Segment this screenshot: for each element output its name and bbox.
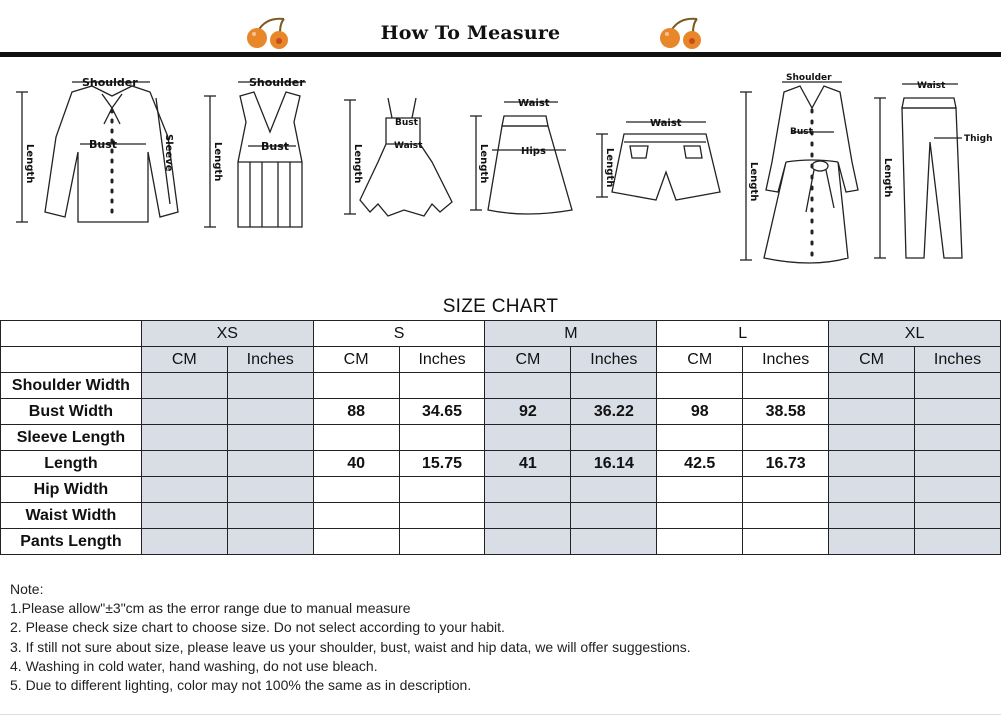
value-cell bbox=[399, 529, 485, 555]
header-rule bbox=[0, 52, 1001, 57]
garment-label: Shoulder bbox=[249, 76, 305, 89]
table-row bbox=[1, 503, 1001, 529]
value-cell: 98 bbox=[657, 399, 743, 425]
table-row bbox=[1, 399, 1001, 425]
value-cell bbox=[485, 373, 571, 399]
value-cell bbox=[485, 529, 571, 555]
garment-label: Sleeve bbox=[163, 134, 174, 172]
strap-dress-diagram bbox=[344, 98, 452, 216]
header bbox=[0, 0, 1001, 58]
garment-label: Thigh bbox=[964, 134, 993, 144]
value-cell bbox=[915, 529, 1001, 555]
value-cell: 40 bbox=[313, 451, 399, 477]
garment-label: Length bbox=[748, 162, 759, 202]
value-cell bbox=[571, 373, 657, 399]
value-cell bbox=[829, 477, 915, 503]
bottom-rule bbox=[0, 714, 1001, 715]
value-cell bbox=[829, 373, 915, 399]
value-cell: 92 bbox=[485, 399, 571, 425]
skirt-diagram bbox=[470, 98, 572, 214]
value-cell bbox=[399, 425, 485, 451]
garment-label: Length bbox=[478, 144, 489, 184]
table-row bbox=[1, 451, 1001, 477]
value-cell bbox=[829, 451, 915, 477]
garment-label: Shoulder bbox=[786, 73, 832, 83]
size-header-cell: XL bbox=[829, 321, 1001, 347]
garment-label: Waist bbox=[650, 118, 682, 129]
value-cell bbox=[485, 425, 571, 451]
garment-label: Bust bbox=[261, 140, 290, 153]
value-cell bbox=[141, 425, 227, 451]
cherry-icon-right bbox=[657, 15, 705, 51]
value-cell bbox=[227, 477, 313, 503]
value-cell bbox=[571, 529, 657, 555]
value-cell bbox=[313, 425, 399, 451]
value-cell bbox=[571, 425, 657, 451]
size-chart-table bbox=[0, 320, 1001, 555]
value-cell: 34.65 bbox=[399, 399, 485, 425]
value-cell bbox=[657, 373, 743, 399]
value-cell bbox=[313, 373, 399, 399]
value-cell bbox=[657, 425, 743, 451]
value-cell bbox=[141, 529, 227, 555]
size-header bbox=[1, 321, 1001, 373]
value-cell bbox=[915, 373, 1001, 399]
row-label: Pants Length bbox=[1, 529, 142, 555]
value-cell bbox=[743, 477, 829, 503]
garment-label: Shoulder bbox=[82, 76, 138, 89]
unit-header-cell: Inches bbox=[399, 347, 485, 373]
value-cell: 36.22 bbox=[571, 399, 657, 425]
value-cell bbox=[829, 503, 915, 529]
value-cell bbox=[399, 373, 485, 399]
value-cell bbox=[227, 399, 313, 425]
corner-cell bbox=[1, 321, 142, 347]
note-item: 5. Due to different lighting, color may not 100% the same as in description. bbox=[10, 677, 472, 694]
table-row bbox=[1, 529, 1001, 555]
value-cell: 88 bbox=[313, 399, 399, 425]
value-cell bbox=[915, 477, 1001, 503]
garment-label: Length bbox=[212, 142, 223, 182]
unit-header-cell: Inches bbox=[227, 347, 313, 373]
value-cell: 42.5 bbox=[657, 451, 743, 477]
size-chart-title: SIZE CHART bbox=[442, 296, 559, 317]
corner-cell bbox=[1, 347, 142, 373]
value-cell bbox=[829, 529, 915, 555]
value-cell bbox=[915, 451, 1001, 477]
unit-header-cell: CM bbox=[485, 347, 571, 373]
unit-header-cell: CM bbox=[141, 347, 227, 373]
unit-header-cell: Inches bbox=[571, 347, 657, 373]
row-label: Waist Width bbox=[1, 503, 142, 529]
value-cell bbox=[657, 529, 743, 555]
row-label: Shoulder Width bbox=[1, 373, 142, 399]
note-item: 1.Please allow"±3"cm as the error range due to manual measure bbox=[10, 600, 411, 617]
garment-label: Length bbox=[882, 158, 893, 198]
unit-header-cell: CM bbox=[313, 347, 399, 373]
table-row bbox=[1, 373, 1001, 399]
size-body bbox=[1, 373, 1001, 555]
value-cell bbox=[915, 503, 1001, 529]
value-cell bbox=[485, 503, 571, 529]
blouse-diagram bbox=[16, 76, 178, 222]
garment-label: Bust bbox=[89, 138, 118, 151]
size-header-cell: M bbox=[485, 321, 657, 347]
value-cell bbox=[313, 477, 399, 503]
value-cell bbox=[485, 477, 571, 503]
value-cell: 16.14 bbox=[571, 451, 657, 477]
value-cell bbox=[829, 425, 915, 451]
row-label: Sleeve Length bbox=[1, 425, 142, 451]
value-cell bbox=[227, 529, 313, 555]
value-cell bbox=[829, 399, 915, 425]
value-cell bbox=[743, 373, 829, 399]
value-cell bbox=[571, 503, 657, 529]
unit-header-cell: CM bbox=[829, 347, 915, 373]
value-cell bbox=[657, 477, 743, 503]
size-header-cell: S bbox=[313, 321, 485, 347]
row-label: Hip Width bbox=[1, 477, 142, 503]
value-cell bbox=[743, 503, 829, 529]
value-cell bbox=[571, 477, 657, 503]
trench-coat-diagram bbox=[740, 73, 858, 263]
value-cell bbox=[915, 399, 1001, 425]
value-cell: 16.73 bbox=[743, 451, 829, 477]
value-cell: 41 bbox=[485, 451, 571, 477]
value-cell bbox=[399, 477, 485, 503]
row-label: Length bbox=[1, 451, 142, 477]
garment-label: Bust bbox=[395, 118, 418, 128]
notes-heading: Note: bbox=[10, 581, 44, 597]
row-label: Bust Width bbox=[1, 399, 142, 425]
garment-label: Waist bbox=[394, 141, 423, 151]
garment-label: Length bbox=[604, 148, 615, 188]
size-header-cell: XS bbox=[141, 321, 313, 347]
garment-label: Length bbox=[24, 144, 35, 184]
value-cell bbox=[399, 503, 485, 529]
garment-label: Hips bbox=[521, 146, 546, 157]
value-cell bbox=[227, 425, 313, 451]
notes bbox=[10, 580, 691, 695]
garment-label: Bust bbox=[790, 127, 813, 137]
table-row bbox=[1, 477, 1001, 503]
value-cell bbox=[141, 399, 227, 425]
measure-diagrams bbox=[0, 62, 1001, 294]
value-cell bbox=[141, 477, 227, 503]
page-title: How To Measure bbox=[380, 22, 561, 44]
table-row bbox=[1, 425, 1001, 451]
garment-label: Waist bbox=[518, 98, 550, 109]
value-cell bbox=[141, 451, 227, 477]
value-cell bbox=[227, 373, 313, 399]
unit-header-cell: CM bbox=[657, 347, 743, 373]
value-cell bbox=[915, 425, 1001, 451]
note-item: 2. Please check size chart to choose size. Do not select according to your habit. bbox=[10, 619, 505, 636]
value-cell bbox=[141, 373, 227, 399]
unit-header-cell: Inches bbox=[915, 347, 1001, 373]
value-cell bbox=[141, 503, 227, 529]
value-cell bbox=[657, 503, 743, 529]
pants-diagram bbox=[874, 81, 992, 258]
garment-label: Waist bbox=[917, 81, 946, 91]
value-cell bbox=[313, 529, 399, 555]
value-cell bbox=[743, 425, 829, 451]
value-cell bbox=[227, 503, 313, 529]
value-cell bbox=[227, 451, 313, 477]
shorts-diagram bbox=[596, 118, 720, 200]
unit-header-cell: Inches bbox=[743, 347, 829, 373]
sleeveless-top-diagram bbox=[204, 76, 306, 227]
note-item: 4. Washing in cold water, hand washing, do not use bleach. bbox=[10, 657, 378, 674]
note-item: 3. If still not sure about size, please leave us your shoulder, bust, waist and hip data, we will offer suggestions. bbox=[10, 638, 691, 655]
garment-label: Length bbox=[352, 144, 363, 184]
value-cell bbox=[313, 503, 399, 529]
size-header-cell: L bbox=[657, 321, 829, 347]
value-cell: 15.75 bbox=[399, 451, 485, 477]
value-cell bbox=[743, 529, 829, 555]
value-cell: 38.58 bbox=[743, 399, 829, 425]
